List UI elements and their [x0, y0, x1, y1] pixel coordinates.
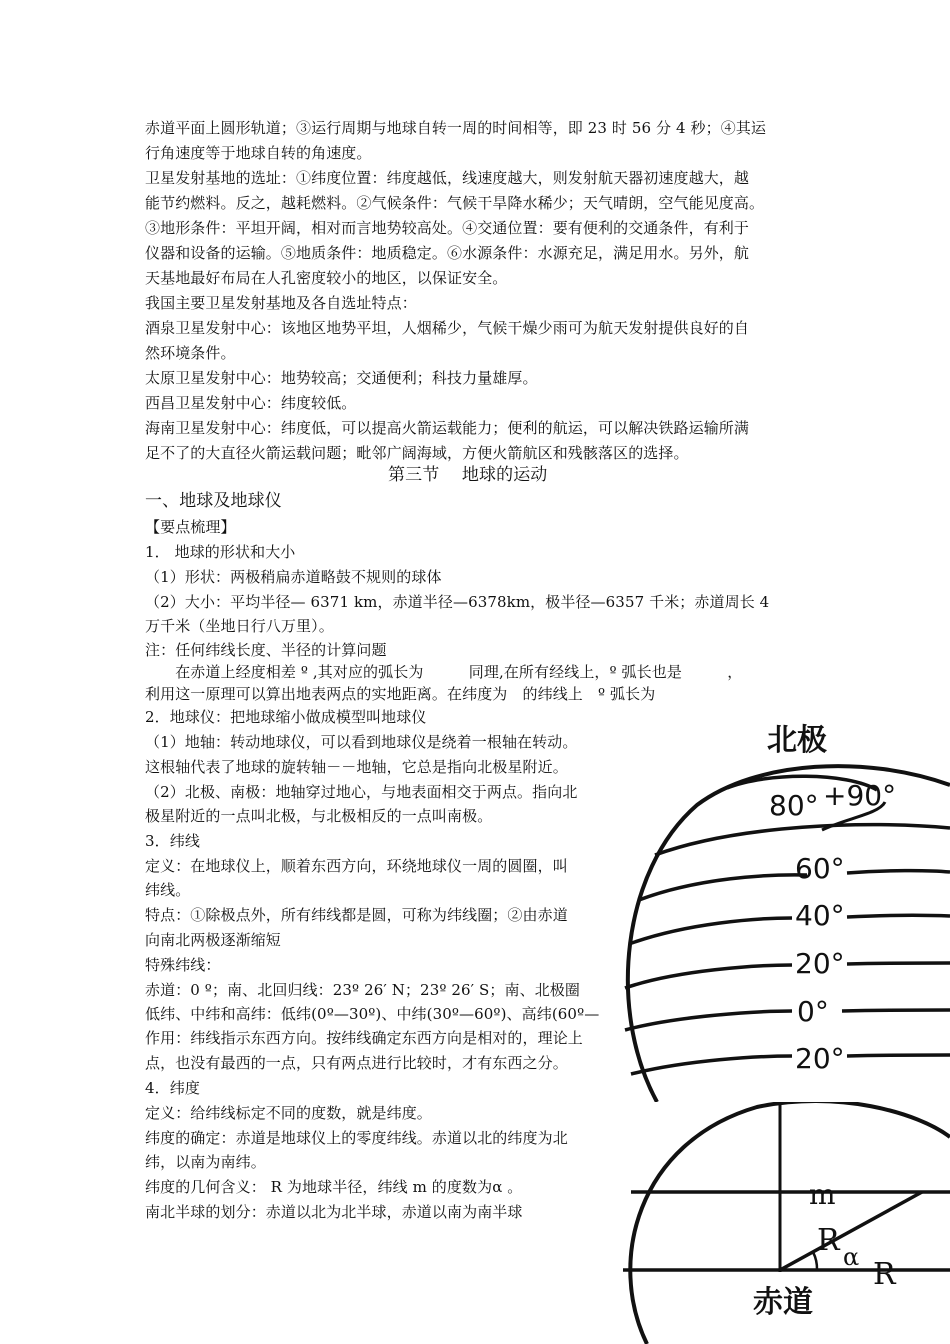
text-line: 这根轴代表了地球的旋转轴－－地轴，它总是指向北极星附近。: [145, 758, 568, 776]
label-alpha: α: [843, 1243, 860, 1271]
latitude-globe-svg: [617, 710, 950, 1102]
text-line: 卫星发射基地的选址：①纬度位置：纬度越低，线速度越大，则发射航天器初速度越大，越: [145, 169, 750, 187]
latitude-line-20-right: [847, 963, 950, 964]
text-line: 万千米（坐地日行八万里）。: [145, 617, 334, 635]
text-line: 低纬、中纬和高纬：低纬(0º—30º)、中纬(30º—60º)、高纬(60º—: [145, 1005, 600, 1023]
text-line: 海南卫星发射中心：纬度低，可以提高火箭运载能力；便利的航运，可以解决铁路运输所满: [145, 419, 750, 437]
label-equator: 赤道: [753, 1285, 813, 1320]
text-line: 定义：在地球仪上，顺着东西方向，环绕地球仪一周的圆圈，叫: [145, 857, 568, 875]
heading: 一、地球及地球仪: [145, 491, 282, 511]
label-90: +90°: [823, 779, 897, 812]
text-line: 利用这一原理可以算出地表两点的实地距离。在纬度为 的纬线上 º 弧长为: [145, 685, 656, 703]
text-line: 纬度的几何含义： R 为地球半径，纬线 m 的度数为α 。: [145, 1178, 523, 1196]
text-line: 点，也没有最西的一点，只有两点进行比较时，才有东西之分。: [145, 1054, 568, 1072]
label-80: 80°: [769, 789, 819, 822]
text-line: 南北半球的划分：赤道以北为北半球，赤道以南为南半球: [145, 1203, 523, 1221]
text-line: 作用：纬线指示东西方向。按纬线确定东西方向是相对的，理论上: [145, 1029, 583, 1047]
latitude-geometry-figure: [617, 1102, 950, 1344]
equator-line-right: [842, 1010, 950, 1011]
text-line: ③地形条件：平坦开阔，相对而言地势较高处。④交通位置：要有便利的交通条件，有利于: [145, 219, 750, 237]
equator-line: [625, 1011, 792, 1030]
text-line: 酒泉卫星发射中心：该地区地势平坦，人烟稀少，气候干燥少雨可为航天发射提供良好的自: [145, 319, 750, 337]
label-r-outer: R: [873, 1257, 896, 1292]
text-line: 3．纬线: [145, 832, 200, 850]
latitude-line-s20: [631, 1056, 792, 1074]
text-line: 特殊纬线：: [145, 956, 221, 974]
latitude-line-60-right: [847, 871, 950, 873]
text-line: （1）形状：两极稍扁赤道略鼓不规则的球体: [145, 568, 442, 586]
text-line: 纬度的确定：赤道是地球仪上的零度纬线。赤道以北的纬度为北: [145, 1129, 568, 1147]
text-line: 4．纬度: [145, 1079, 200, 1097]
text-line: 赤道：0 º；南、北回归线：23º 26′ N；23º 26′ S；南、北极圈: [145, 981, 581, 999]
text-line: 西昌卫星发射中心：纬度较低。: [145, 394, 357, 412]
text-line: 1． 地球的形状和大小: [145, 543, 296, 561]
text-line: 2．地球仪：把地球缩小做成模型叫地球仪: [145, 708, 427, 726]
text-line: 我国主要卫星发射基地及各自选址特点：: [145, 294, 417, 312]
text-line: 纬，以南为南纬。: [145, 1153, 266, 1171]
label-m: m: [809, 1178, 836, 1211]
text-line: 然环境条件。: [145, 344, 236, 362]
text-line: 极星附近的一点叫北极，与北极相反的一点叫南极。: [145, 807, 493, 825]
label-0: 0°: [797, 995, 829, 1028]
section-title: 第三节 地球的运动: [388, 465, 548, 485]
latitude-line-s20-right: [847, 1055, 950, 1056]
label-20: 20°: [795, 947, 845, 980]
text-line: 在赤道上经度相差 º ,其对应的弧长为 同理,在所有经线上，º 弧长也是 ，: [145, 663, 743, 681]
label-60: 60°: [795, 852, 845, 885]
text-line: 定义：给纬线标定不同的度数，就是纬度。: [145, 1104, 432, 1122]
text-line: 能节约燃料。反之，越耗燃料。②气候条件：气候干旱降水稀少；天气晴朗，空气能见度高。: [145, 194, 765, 212]
text-line: （2）大小：平均半径— 6371 km，赤道半径—6378km，极半径—6357 千米；赤道周长 4: [145, 593, 770, 611]
latitude-geometry-svg: [617, 1102, 950, 1344]
text-line: 注：任何纬线长度、半径的计算问题: [145, 641, 387, 659]
text-line: 足不了的大直径火箭运载问题；毗邻广阔海域，方便火箭航区和残骸落区的选择。: [145, 444, 689, 462]
text-line: 仪器和设备的运输。⑤地质条件：地质稳定。⑥水源条件：水源充足，满足用水。另外，航: [145, 244, 750, 262]
text-line: 太原卫星发射中心：地势较高；交通便利；科技力量雄厚。: [145, 369, 538, 387]
label-40: 40°: [795, 899, 845, 932]
text-line: （1）地轴：转动地球仪，可以看到地球仪是绕着一根轴在转动。: [145, 733, 578, 751]
text-line: 特点：①除极点外，所有纬线都是圆，可称为纬线圈；②由赤道: [145, 906, 568, 924]
label-r-inner: R: [817, 1223, 840, 1258]
latitude-line-20: [625, 965, 792, 988]
latitude-globe-figure: [617, 710, 950, 1102]
text-line: （2）北极、南极：地轴穿过地心，与地表面相交于两点。指向北: [145, 783, 578, 801]
latitude-line-40: [629, 918, 792, 944]
text-line: 纬线。: [145, 881, 191, 899]
latitude-line-40-right: [847, 915, 950, 917]
latitude-line-60: [639, 875, 807, 900]
latitude-line-70: [655, 825, 950, 855]
figure-title-north-pole: 北极: [767, 723, 827, 758]
text-line: 行角速度等于地球自转的角速度。: [145, 144, 372, 162]
label-s20: 20°: [795, 1042, 845, 1075]
text-line: 天基地最好布局在人孔密度较小的地区，以保证安全。: [145, 269, 508, 287]
text-line: 赤道平面上圆形轨道；③运行周期与地球自转一周的时间相等，即 23 时 56 分 4 秒；④其运: [145, 119, 767, 137]
text-line: 【要点梳理】: [145, 518, 236, 536]
text-line: 向南北两极逐渐缩短: [145, 931, 281, 949]
